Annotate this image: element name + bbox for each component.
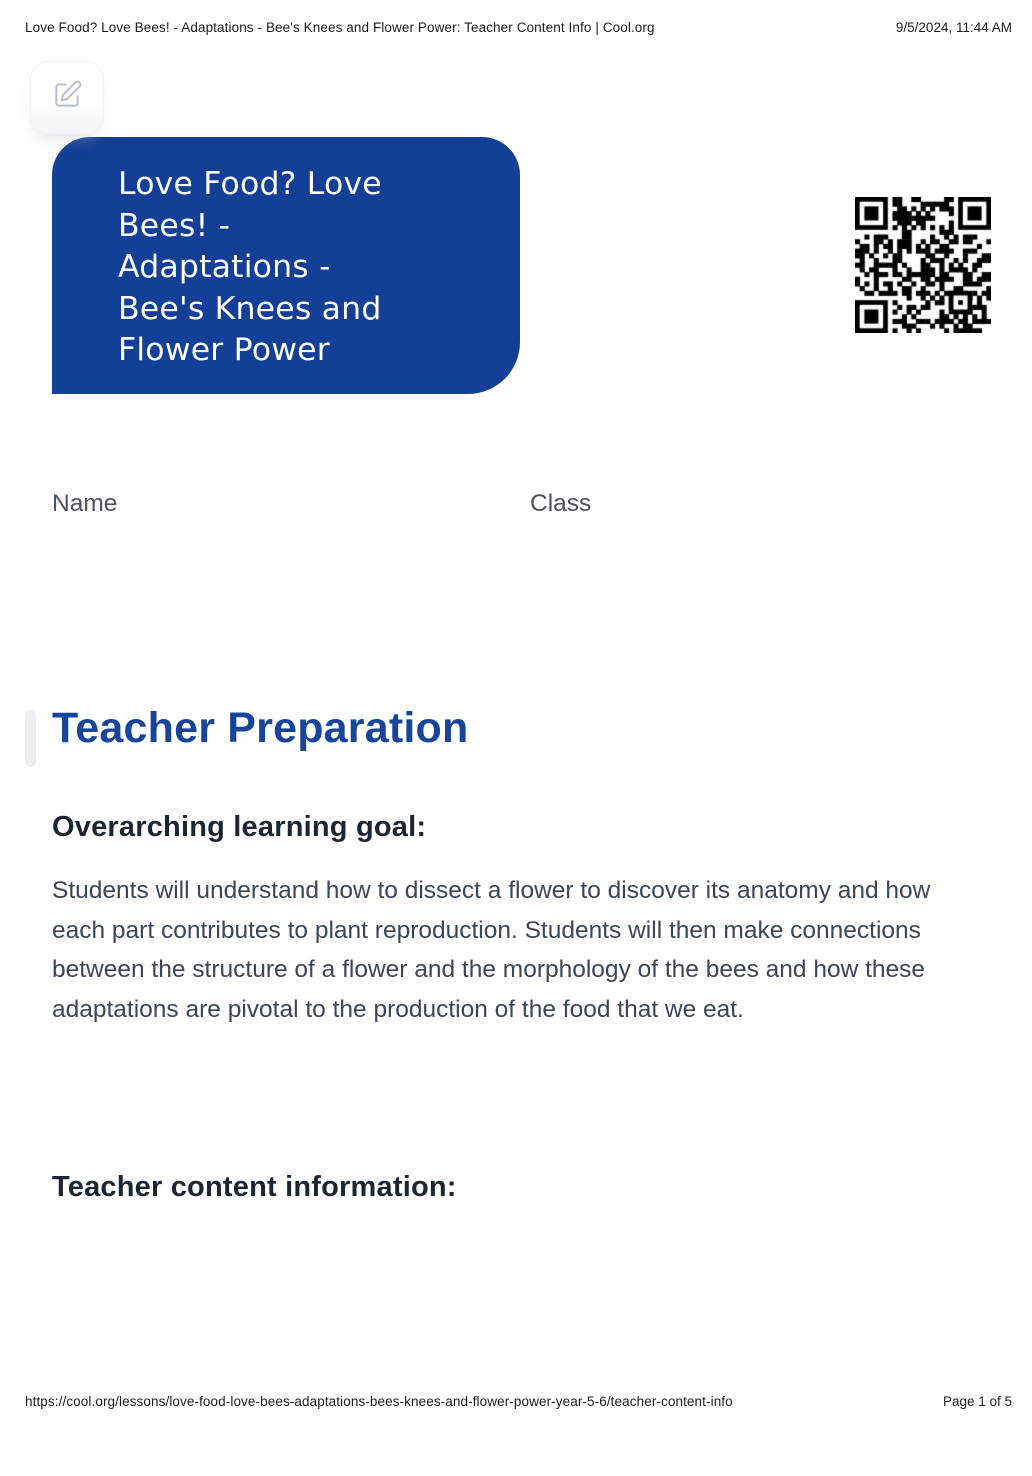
edit-card xyxy=(30,61,104,134)
print-header-timestamp: 9/5/2024, 11:44 AM xyxy=(895,20,1012,35)
qr-code-image xyxy=(855,197,991,333)
subsection-heading-learning-goal: Overarching learning goal: xyxy=(52,811,427,843)
lesson-title-line: Love Food? Love xyxy=(118,166,382,202)
lesson-title-line: Adaptations - xyxy=(118,249,331,285)
lesson-title-card xyxy=(52,137,520,394)
print-header-title: Love Food? Love Bees! - Adaptations - Bee's Knees and Flower Power: Teacher Content Info | Cool.org xyxy=(25,20,655,35)
print-footer-page-indicator: Page 1 of 5 xyxy=(942,1394,1012,1409)
class-field-label: Class xyxy=(530,490,592,517)
section-title: Teacher Preparation xyxy=(52,704,469,752)
lesson-title-line: Flower Power xyxy=(118,332,330,368)
print-footer-url: https://cool.org/lessons/love-food-love-bees-adaptations-bees-knees-and-flower-power-year-5-6/teacher-content-info xyxy=(25,1394,733,1409)
learning-goal-paragraph: Students will understand how to dissect a flower to discover its anatomy and how each part contributes to plant reproduction. Students will then make connections between the structure of a flower and the morphology of the bees and how these adaptations are pivotal to the production of the food that we eat. xyxy=(52,877,931,1023)
name-field-label: Name xyxy=(52,490,118,517)
edit-pencil-square-icon xyxy=(51,79,83,116)
section-accent-bar xyxy=(25,710,36,767)
lesson-title-line: Bee's Knees and xyxy=(118,290,382,327)
subsection-heading-content-info: Teacher content information: xyxy=(52,1171,457,1203)
lesson-title-line: Bees! - xyxy=(118,207,231,244)
